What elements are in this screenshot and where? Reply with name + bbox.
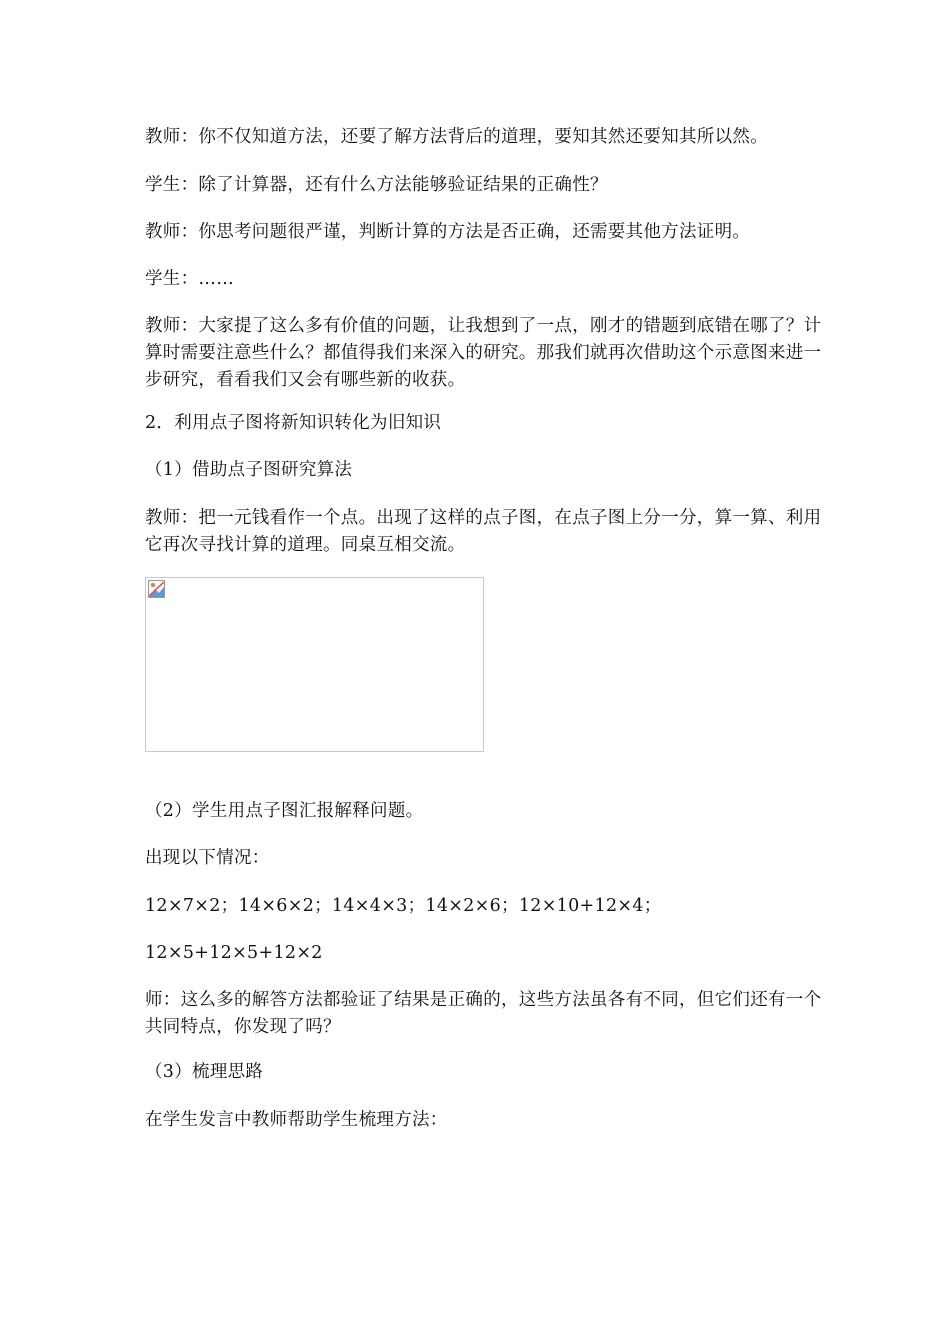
paragraph-equations-1: 12×7×2；14×6×2；14×4×3；14×2×6；12×10+12×4； [145, 896, 662, 916]
paragraph-teacher-2: 教师：你思考问题很严谨，判断计算的方法是否正确，还需要其他方法证明。 [145, 222, 751, 242]
subheading-1: （1）借助点子图研究算法 [145, 460, 353, 480]
paragraph-student-2: 学生：…… [145, 269, 234, 289]
subheading-3: （3）梳理思路 [145, 1062, 264, 1082]
section-heading-2: 2．利用点子图将新知识转化为旧知识 [145, 413, 442, 433]
paragraph-summary: 在学生发言中教师帮助学生梳理方法： [145, 1110, 448, 1130]
paragraph-teacher-1: 教师：你不仅知道方法，还要了解方法背后的道理，要知其然还要知其所以然。 [145, 127, 768, 147]
paragraph-teacher-4: 教师：把一元钱看作一个点。出现了这样的点子图，在点子图上分一分，算一算、利用它再次寻找计算的道理。同桌互相交流。 [145, 508, 822, 555]
broken-image-icon [148, 580, 165, 598]
paragraph-situations: 出现以下情况： [145, 848, 270, 868]
paragraph-equations-2: 12×5+12×5+12×2 [145, 943, 323, 963]
subheading-2: （2）学生用点子图汇报解释问题。 [145, 801, 424, 821]
dot-diagram-image [145, 577, 484, 752]
paragraph-teacher-3: 教师：大家提了这么多有价值的问题，让我想到了一点，刚才的错题到底错在哪了？计算时需要注意些什么？都值得我们来深入的研究。那我们就再次借助这个示意图来进一步研究，看看我们又会有哪些新的收获。 [145, 316, 822, 390]
paragraph-teacher-5: 师：这么多的解答方法都验证了结果是正确的，这些方法虽各有不同，但它们还有一个共同特点，你发现了吗？ [145, 990, 822, 1037]
paragraph-student-1: 学生：除了计算器，还有什么方法能够验证结果的正确性？ [145, 175, 608, 195]
